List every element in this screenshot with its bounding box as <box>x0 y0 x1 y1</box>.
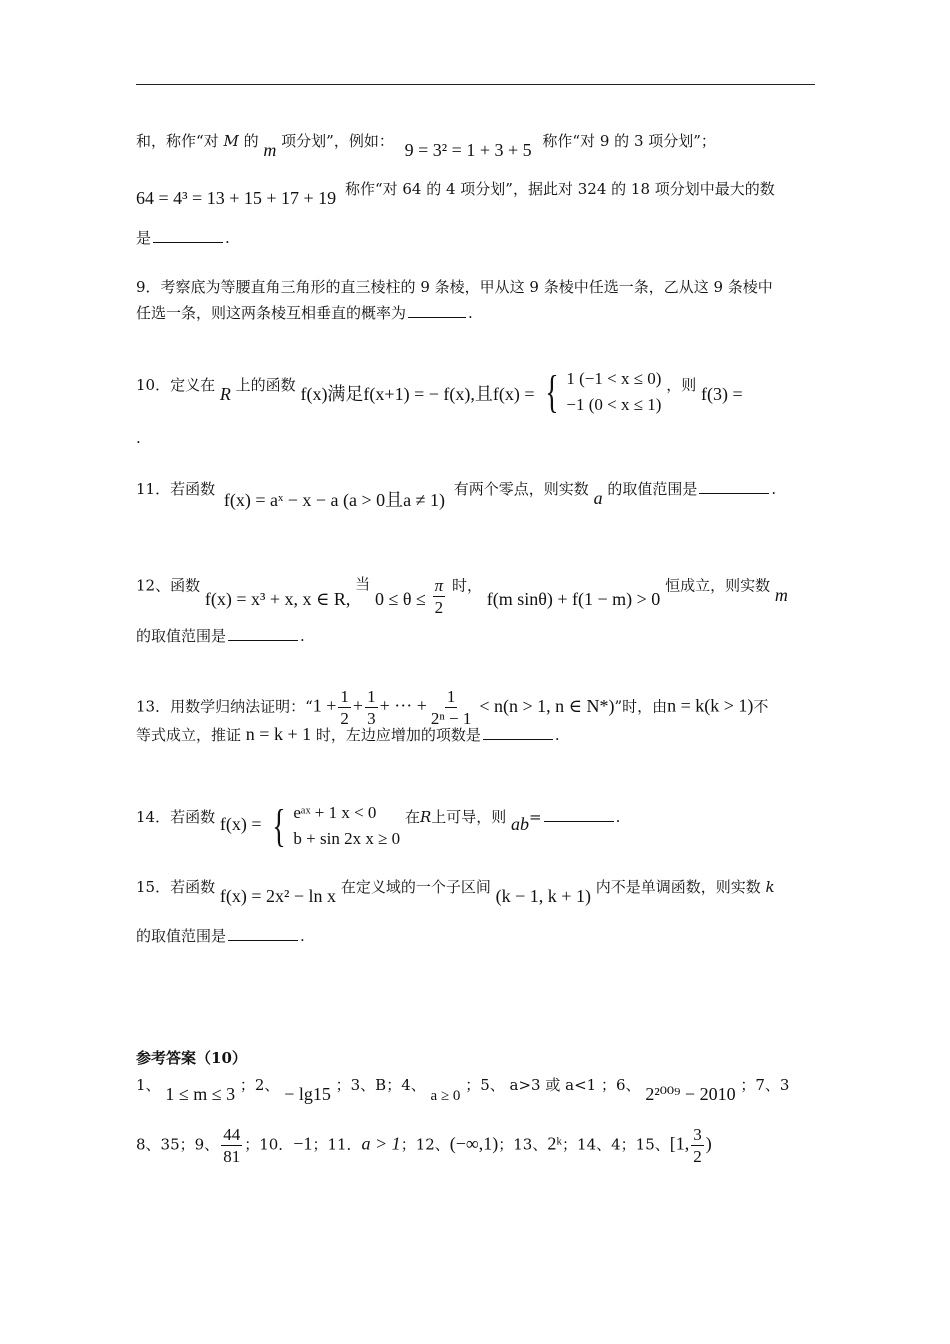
numerator: 1 <box>446 687 456 706</box>
ans-11: a > 1 <box>361 1133 401 1154</box>
functional-equation: f(x)满足f(x+1) = − f(x),且f(x) = <box>300 384 535 404</box>
numerator: 3 <box>693 1125 702 1144</box>
ellipsis: + ··· + <box>379 695 427 716</box>
function-definition: f(x) = aˣ − x − a (a > 0且a ≠ 1) <box>223 490 445 510</box>
case-2: b + sin 2x x ≥ 0 <box>293 829 401 848</box>
problem-10-line-1 <box>136 360 743 417</box>
denominator: 81 <box>223 1147 241 1166</box>
text: 内不是单调函数，则实数 <box>595 878 761 896</box>
n-equals-k: n = k(k > 1) <box>667 695 754 716</box>
problem-15-line-1 <box>136 876 775 906</box>
theta-condition: 0 ≤ θ ≤ <box>374 588 426 609</box>
text: 任选一条，则这两条棱互相垂直的概率为 <box>136 304 407 322</box>
f3-expression: f(3) = <box>701 384 743 404</box>
denominator: 2ⁿ − 1 <box>430 709 472 728</box>
ans-13: 2ᵏ <box>547 1133 563 1154</box>
ans-5: a>3 或 a<1 <box>509 1076 597 1094</box>
answers-title <box>136 1048 247 1068</box>
problem-12-label: 12、函数 <box>136 576 201 595</box>
text: . <box>771 480 777 498</box>
problem-15-label: 15．若函数 <box>136 878 216 896</box>
text: 在定义域的一个子区间 <box>340 878 491 896</box>
problem-9-line-1 <box>136 277 773 297</box>
text: . <box>300 927 305 945</box>
ans-12: (−∞,1) <box>449 1133 499 1154</box>
text: ，则 <box>666 376 697 394</box>
header-rule <box>136 84 815 85</box>
text: 当 <box>355 574 371 593</box>
text: 不 <box>753 697 769 716</box>
problem-9-text: 9．考察底为等腰直角三角形的直三棱柱的 9 条棱，甲从这 9 条棱中任选一条，乙从这 9 条棱中 <box>136 278 773 296</box>
problem-8-line-2 <box>136 178 775 208</box>
ans-10: −1 <box>293 1133 313 1154</box>
text: 在 <box>404 808 420 826</box>
ans-label: ；13、 <box>498 1135 548 1154</box>
ans-label: ；6、 <box>600 1076 641 1094</box>
inequality: f(m sinθ) + f(1 − m) > 0 <box>486 588 661 609</box>
problem-10-line-2 <box>136 428 141 448</box>
denominator: 2 <box>434 598 444 617</box>
text: 上可导，则 <box>431 808 507 826</box>
problem-13-label: 13．用数学归纳法证明：“ <box>136 697 313 716</box>
ans-label: ；14、4；15、 <box>562 1135 670 1154</box>
ans-label: ；3、B；4、 <box>335 1076 426 1094</box>
problem-11-line-1 <box>136 478 777 510</box>
text: 项分划”，例如： <box>281 132 394 150</box>
case-2: −1 (0 < x ≤ 1) <box>566 395 662 414</box>
ans-9-fraction <box>221 1124 242 1167</box>
var-M: M <box>223 132 239 150</box>
example-equation-9: 9 = 3² = 1 + 3 + 5 <box>404 140 532 160</box>
ans-label: ；2、 <box>239 1076 280 1094</box>
numerator: 1 <box>367 687 376 706</box>
ans-label: 8、35；9、 <box>136 1135 220 1154</box>
denominator: 2 <box>340 709 349 728</box>
text: 上的函数 <box>235 376 296 394</box>
text: 和，称作“对 <box>136 132 219 150</box>
problem-15-line-2 <box>136 926 305 946</box>
ans-15-open: [1, <box>669 1133 690 1154</box>
var-m: m <box>774 584 788 605</box>
answer-blank[interactable] <box>408 303 466 318</box>
ans-6: 2²⁰⁰⁹ − 2010 <box>645 1084 736 1104</box>
text: 的 <box>243 132 259 150</box>
text: . <box>136 429 141 447</box>
problem-12-line-2 <box>136 626 305 646</box>
piecewise-cases: { eᵃˣ + 1 x < 0 b + sin 2x x ≥ 0 <box>272 800 401 851</box>
var-R: R <box>219 384 231 404</box>
var-m: m <box>263 140 277 160</box>
answers-row-2 <box>136 1124 712 1167</box>
function-definition: f(x) = 2x² − ln x <box>219 886 337 906</box>
problem-11-label: 11．若函数 <box>136 480 216 498</box>
example-equation-64: 64 = 4³ = 13 + 15 + 17 + 19 <box>136 188 337 208</box>
ans-4: a ≥ 0 <box>430 1088 461 1104</box>
problem-14-line-1 <box>136 792 621 851</box>
text: . <box>615 808 621 826</box>
frac-one-half <box>338 686 351 729</box>
interval: (k − 1, k + 1) <box>495 886 591 906</box>
denominator: 3 <box>367 709 376 728</box>
text: 是 <box>136 229 152 247</box>
ans-15-fraction <box>691 1124 704 1167</box>
frac-one-third <box>365 686 378 729</box>
frac-last-term <box>429 686 473 729</box>
text: 称作“对 64 的 4 项分划”，据此对 324 的 18 项分划中最大的数 <box>344 180 775 198</box>
answers-row-1 <box>136 1074 790 1104</box>
inequality-tail: < n(n > 1, n ∈ N*) <box>479 695 615 716</box>
problem-12-line-1 <box>136 565 788 617</box>
var-R: R <box>419 808 432 826</box>
case-1: eᵃˣ + 1 x < 0 <box>293 803 377 822</box>
plus-sign: + <box>352 695 364 716</box>
text: 等式成立，推证 <box>136 726 242 744</box>
answer-blank[interactable] <box>228 626 298 641</box>
problem-14-label: 14．若函数 <box>136 808 216 826</box>
text: = <box>529 808 542 826</box>
text: 时，左边应增加的项数是 <box>315 726 481 744</box>
text: . <box>300 627 305 645</box>
text: 的取值范围是 <box>607 480 698 498</box>
problem-13-line-1 <box>136 686 768 729</box>
ans-label: ；7、3 <box>740 1076 790 1094</box>
text: 称作“对 9 的 3 项分划”； <box>542 132 716 150</box>
problem-10-label: 10．定义在 <box>136 376 216 394</box>
denominator: 2 <box>693 1147 702 1166</box>
answers-title-text: 参考答案（10） <box>136 1049 247 1067</box>
text: . <box>468 304 473 322</box>
text: 时， <box>451 576 482 595</box>
text: ”时，由 <box>614 697 668 716</box>
ans-label: ；10． <box>244 1135 294 1154</box>
pi-over-2 <box>433 575 446 618</box>
problem-8-line-3 <box>136 228 230 248</box>
numerator: 1 <box>340 687 349 706</box>
answer-blank[interactable] <box>228 926 298 941</box>
var-k: k <box>765 878 775 896</box>
ans-label: ；5、 <box>465 1076 505 1094</box>
ans-1: 1 ≤ m ≤ 3 <box>165 1084 236 1104</box>
text: 恒成立，则实数 <box>665 576 771 595</box>
numerator: π <box>434 576 444 595</box>
text: . <box>225 229 230 247</box>
var-ab: ab <box>511 814 530 834</box>
answer-blank[interactable] <box>544 807 614 822</box>
function-definition: f(x) = x³ + x, x ∈ R, <box>204 588 351 609</box>
problem-13-line-2 <box>136 724 560 745</box>
ans-15-close: ) <box>705 1133 712 1154</box>
numerator: 44 <box>223 1125 241 1144</box>
problem-9-line-2 <box>136 303 473 323</box>
ans-2: − lg15 <box>284 1084 331 1104</box>
problem-8-line-1 <box>136 130 716 160</box>
text: 的取值范围是 <box>136 627 227 645</box>
n-equals-k-plus-1: n = k + 1 <box>245 724 312 744</box>
answer-blank[interactable] <box>699 479 769 494</box>
answer-blank[interactable] <box>483 725 553 740</box>
text: 的取值范围是 <box>136 927 227 945</box>
ans-label: 1、 <box>136 1076 161 1094</box>
text: 有两个零点，则实数 <box>453 480 589 498</box>
sum-start: 1 + <box>312 695 337 716</box>
case-1: 1 (−1 < x ≤ 0) <box>566 369 662 388</box>
function-lhs: f(x) = <box>219 814 262 834</box>
answer-blank[interactable] <box>153 228 223 243</box>
ans-label: ；11． <box>312 1135 362 1154</box>
piecewise-cases: { 1 (−1 < x ≤ 0) −1 (0 < x ≤ 1) <box>545 366 662 417</box>
var-a: a <box>593 488 603 508</box>
ans-label: ；12、 <box>400 1135 450 1154</box>
text: . <box>554 726 560 744</box>
